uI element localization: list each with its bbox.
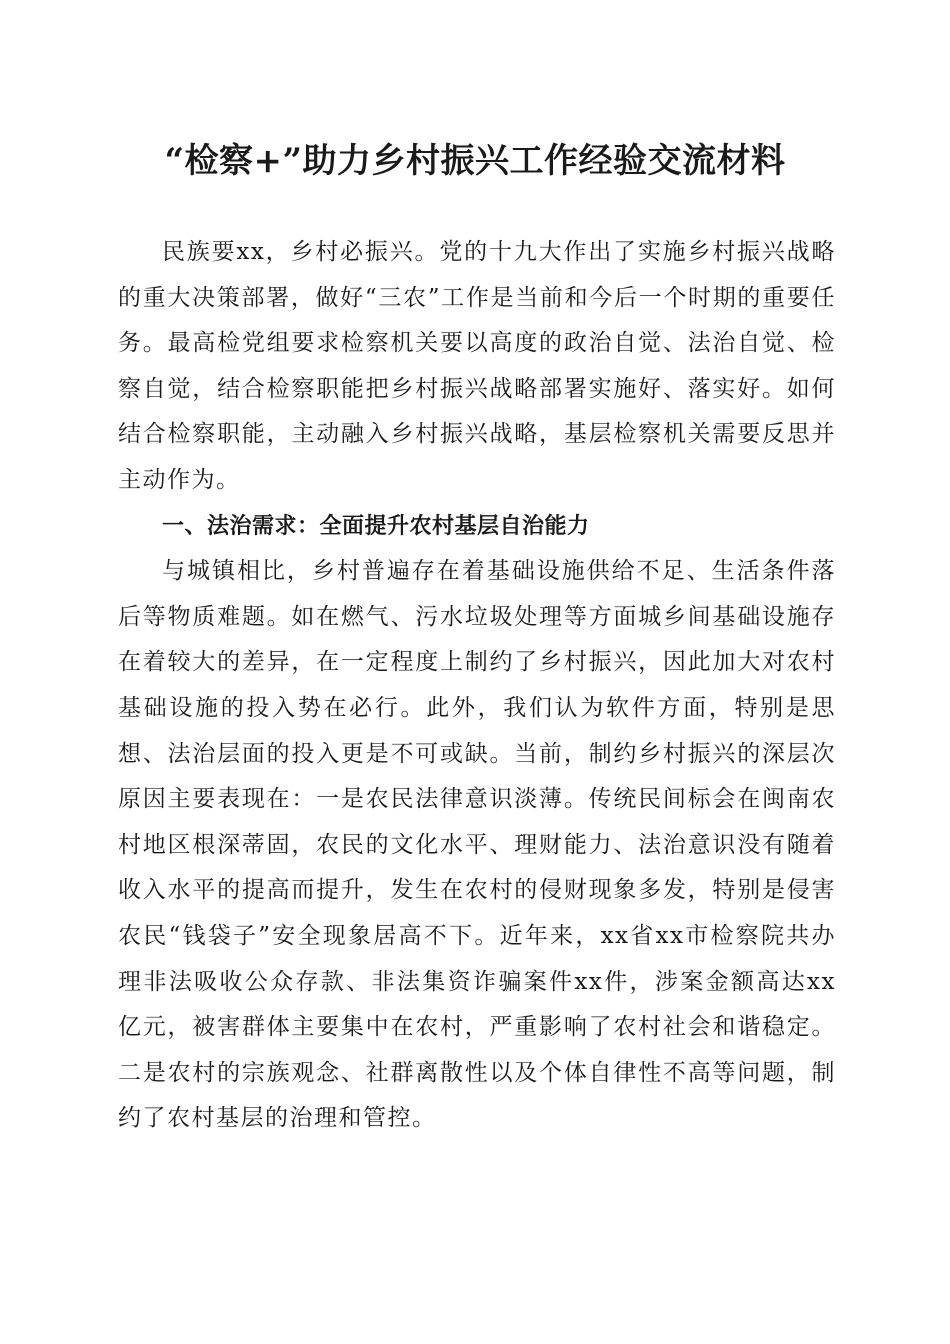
document-title: “检察+”助力乡村振兴工作经验交流材料 — [164, 141, 786, 181]
intro-paragraph: 民族要xx，乡村必振兴。党的十九大作出了实施乡村振兴战略的重大决策部署，做好“三农”工作是当前和今后一个时期的重要任务。最高检党组要求检察机关要以高度的政治自觉、法治自觉、检察自觉，结合检察职能把乡村振兴战略部署实施好、落实好。如何结合检察职能，主动融入乡村振兴战略，基层检察机关需要反思并主动作为。 — [118, 239, 836, 493]
section-paragraph: 与城镇相比，乡村普遍存在着基础设施供给不足、生活条件落后等物质难题。如在燃气、污水垃圾处理等方面城乡间基础设施存在着较大的差异，在一定程度上制约了乡村振兴，因此加大对农村基础设施的投入势在必行。此外，我们认为软件方面，特别是思想、法治层面的投入更是不可或缺。当前，制约乡村振兴的深层次原因主要表现在：一是农民法律意识淡薄。传统民间标会在闽南农村地区根深蒂固，农民的文化水平、理财能力、法治意识没有随着收入水平的提高而提升，发生在农村的侵财现象多发，特别是侵害农民“钱袋子”安全现象居高不下。近年来，xx省xx市检察院共办理非法吸收公众存款、非法集资诈骗案件xx件，涉案金额高达xx亿元，被害群体主要集中在农村，严重影响了农村社会和谐稳定。二是农村的宗族观念、社群离散性以及个体自律性不高等问题，制约了农村基层的治理和管控。 — [118, 558, 836, 1132]
section-heading: 一、法治需求：全面提升农村基层自治能力 — [162, 513, 590, 539]
document-body — [118, 230, 836, 1142]
